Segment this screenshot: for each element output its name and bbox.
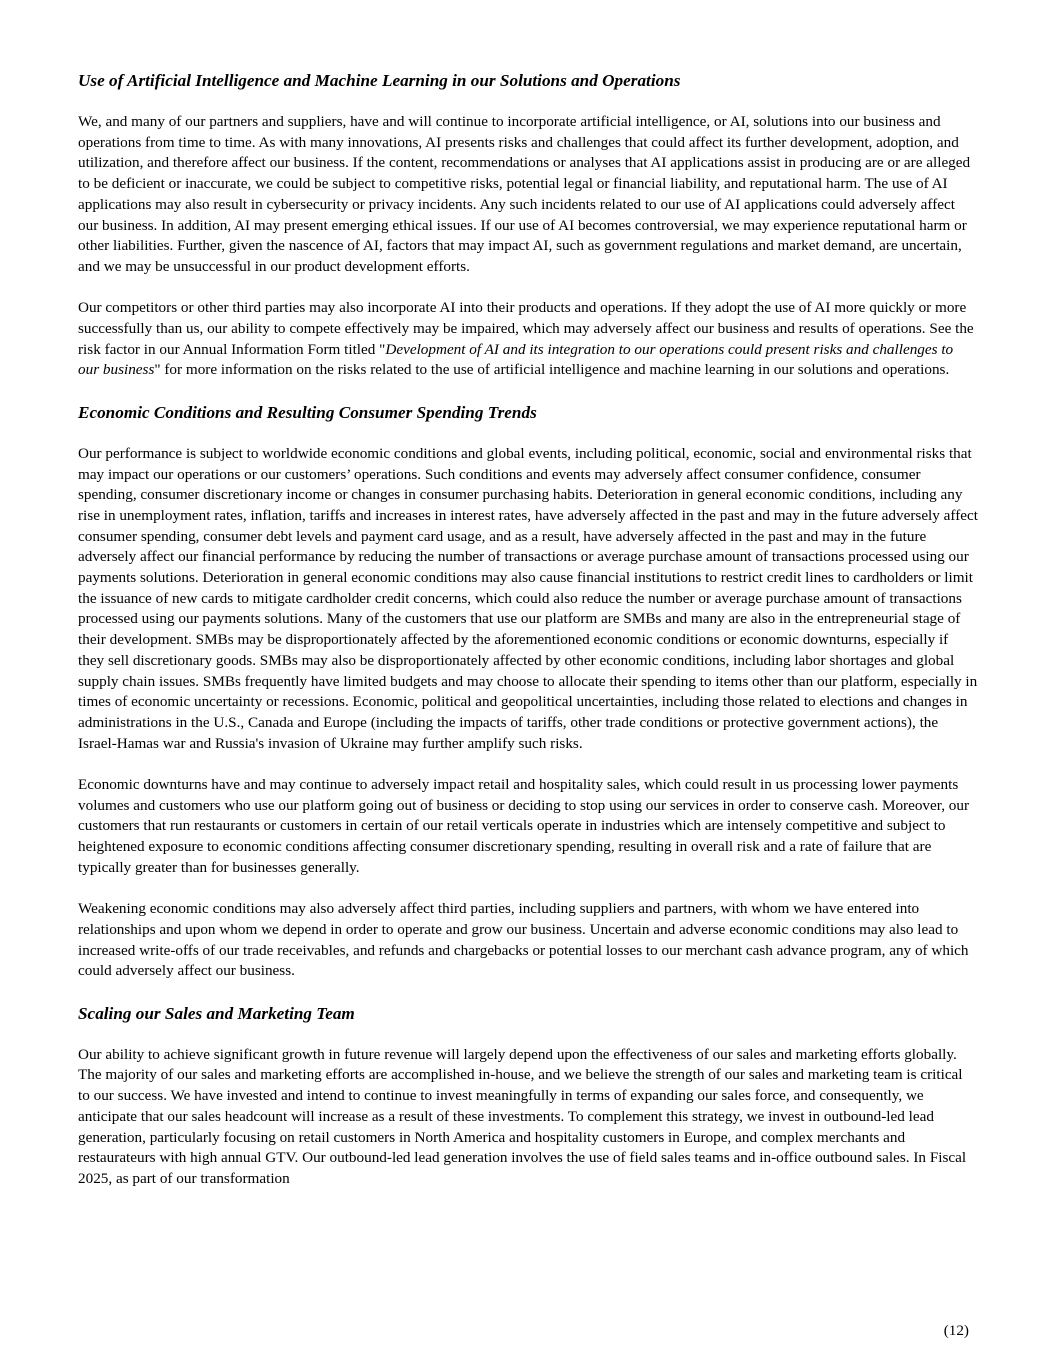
section-heading-ai: Use of Artificial Intelligence and Machine Learning in our Solutions and Operations bbox=[78, 71, 681, 90]
document-page bbox=[78, 70, 978, 1210]
paragraph-economic-3: Weakening economic conditions may also adversely affect third parties, including suppliers and partners, with whom we have entered into relationships and upon whom we depend in order to operate and grow our business. Uncertain and adverse economic conditions may also lead to increased write-offs of our trade receivables, and refunds and chargebacks or potential losses to our merchant cash advance program, any of which could adversely affect our business. bbox=[78, 900, 969, 980]
page-number: (12) bbox=[943, 1322, 969, 1339]
section-heading-sales: Scaling our Sales and Marketing Team bbox=[78, 1003, 355, 1023]
paragraph-economic-1: Our performance is subject to worldwide economic conditions and global events, including political, economic, social and environmental risks that may impact our operations or our customers’ operations. Such conditions and events may adversely affect consumer confidence, consumer spending, consumer discretionary income or changes in consumer purchasing habits. Deterioration in general economic conditions, including any rise in unemployment rates, inflation, tariffs and increases in interest rates, have adversely affected in the past and may in the future adversely affect consumer spending, consumer debt levels and payment card usage, and as a result, have adversely affected in the past and may in the future adversely affect our financial performance by reducing the number of transactions or average purchase amount of transactions processed using our payments solutions. Deterioration in general economic conditions may also cause financial institutions to restrict credit lines to cardholders or limit the issuance of new cards to mitigate cardholder credit concerns, which could also reduce the number or average purchase amount of transactions processed using our payments solutions. Many of the customers that use our platform are SMBs and many are also in the entrepreneurial stage of their development. SMBs may be disproportionately affected by the aforementioned economic conditions or economic downturns, especially if they sell discretionary goods. SMBs may also be disproportionately affected by other economic conditions, including labor shortages and global supply chain issues. SMBs frequently have limited budgets and may choose to allocate their spending to items other than our platform, especially in times of economic uncertainty or recessions. Economic, political and geopolitical uncertainties, including those related to elections and changes in administrations in the U.S., Canada and Europe (including the impacts of tariffs, other trade conditions or protective government actions), the Israel-Hamas war and Russia's invasion of Ukraine may further amplify such risks. bbox=[78, 444, 978, 752]
paragraph-economic-2: Economic downturns have and may continue to adversely impact retail and hospitality sales, which could result in us processing lower payments volumes and customers who use our platform going out of business or deciding to stop using our services in order to conserve cash. Moreover, our customers that run restaurants or customers in certain of our retail verticals operate in industries which are intensely competitive and subject to heightened exposure to economic conditions affecting consumer discretionary spending, resulting in overall risk and a rate of failure that are typically greater than for businesses generally. bbox=[78, 776, 970, 876]
section-heading-economic: Economic Conditions and Resulting Consumer Spending Trends bbox=[78, 402, 537, 422]
paragraph-ai-2-tail: " for more information on the risks related to the use of artificial intelligence and machine learning in our solutions and operations. bbox=[154, 361, 950, 379]
paragraph-sales-1: Our ability to achieve significant growth in future revenue will largely depend upon the effectiveness of our sales and marketing efforts globally. The majority of our sales and marketing efforts are accomplished in-house, and we believe the strength of our sales and marketing team is critical to our success. We have invested and intend to continue to invest meaningfully in terms of expanding our sales force, and consequently, we anticipate that our sales headcount will increase as a result of these investments. To complement this strategy, we invest in outbound-led lead generation, particularly focusing on retail customers in North America and hospitality customers in Europe, and complex merchants and restaurateurs with high annual GTV. Our outbound-led lead generation involves the use of field sales teams and in-office outbound sales. In Fiscal 2025, as part of our transformation bbox=[78, 1045, 967, 1187]
risk-factor-title: Development of AI and its integration to our operations could present risks and challenges to our business bbox=[78, 340, 954, 379]
paragraph-ai-2 bbox=[78, 298, 978, 381]
paragraph-ai-2-text: Our competitors or other third parties may also incorporate AI into their products and operations. If they adopt the use of AI more quickly or more successfully than us, our ability to compete effectively may be impaired, which may adversely affect our business and results of operations. See the risk factor in our Annual Information Form titled " bbox=[78, 299, 974, 358]
paragraph-ai-1: We, and many of our partners and suppliers, have and will continue to incorporate artificial intelligence, or AI, solutions into our business and operations from time to time. As with many innovations, AI presents risks and challenges that could affect its further development, adoption, and utilization, and therefore affect our business. If the content, recommendations or analyses that AI applications assist in producing are or are alleged to be deficient or inaccurate, we could be subject to competitive risks, potential legal or financial liability, and reputational harm. The use of AI applications may also result in cybersecurity or privacy incidents. Any such incidents related to our use of AI applications could adversely affect our business. In addition, AI may present emerging ethical issues. If our use of AI becomes controversial, we may experience reputational harm or other liabilities. Further, given the nascence of AI, factors that may impact AI, such as government regulations and market demand, are uncertain, and we may be unsuccessful in our product development efforts. bbox=[78, 113, 971, 275]
